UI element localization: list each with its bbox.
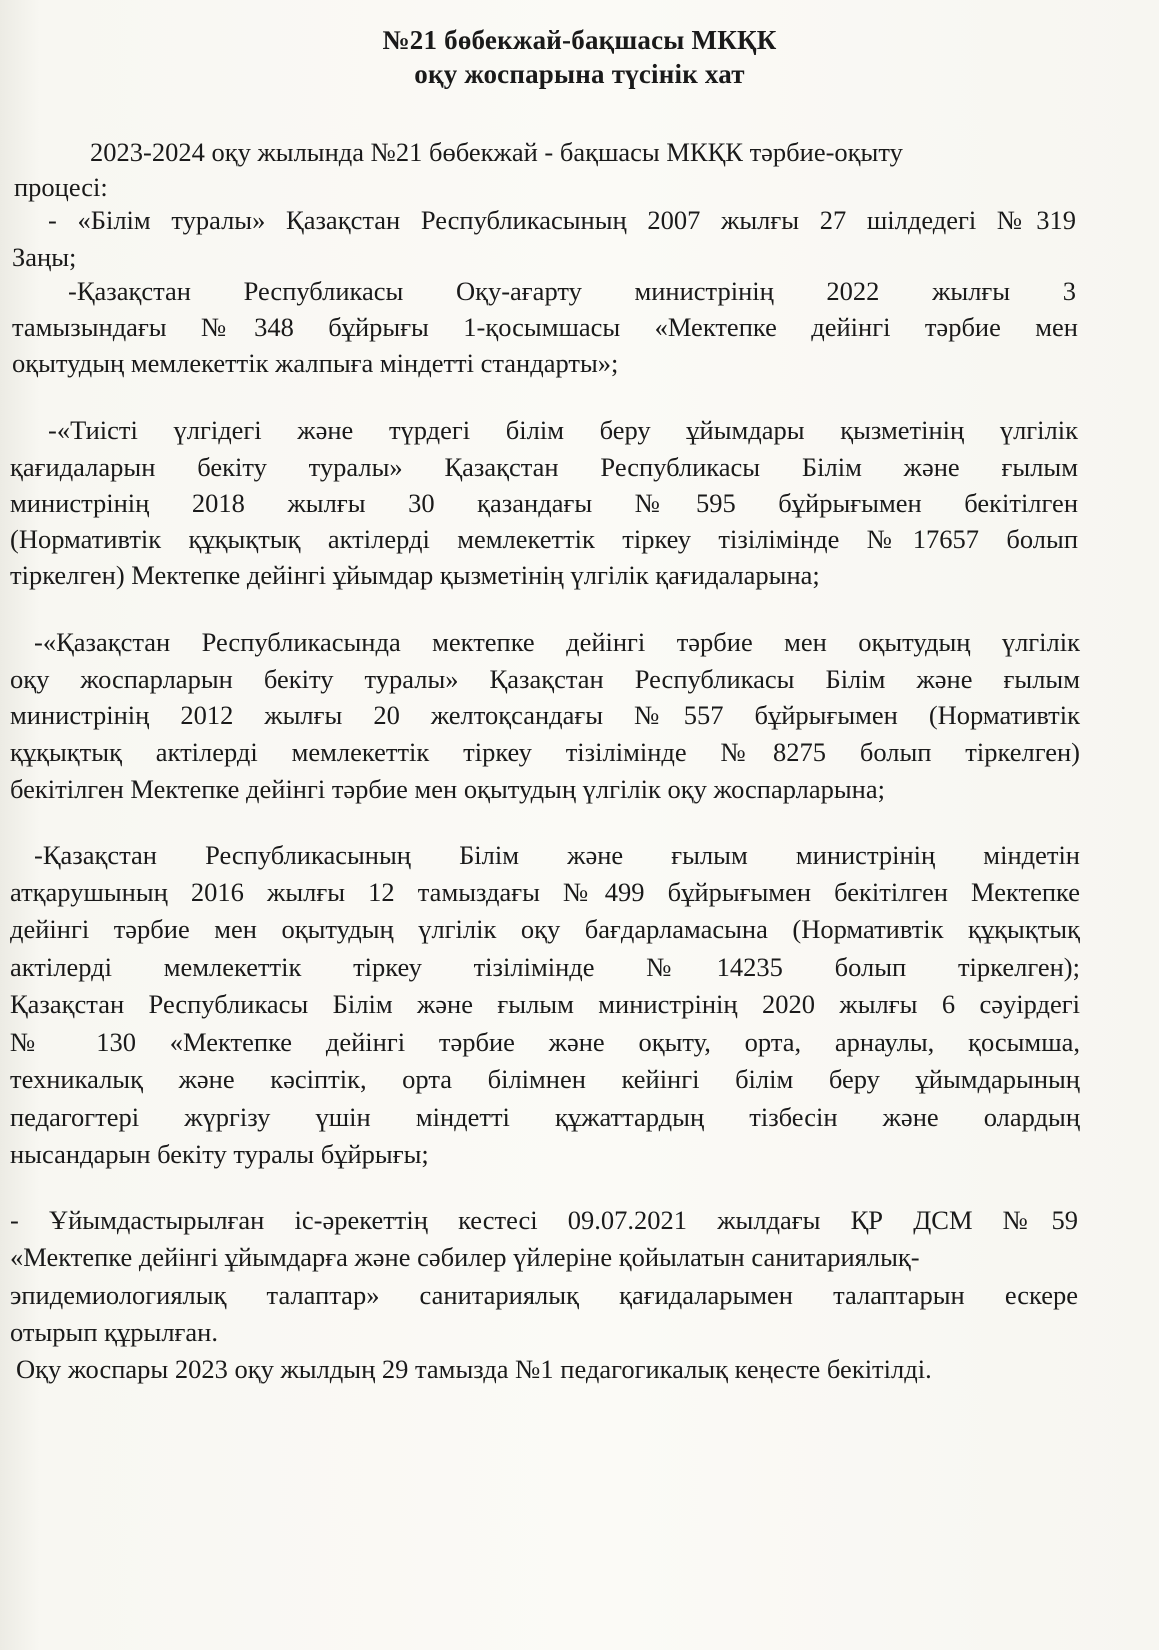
- text-line: № 130 «Мектепке дейінгі тәрбие және оқыту, орта, арнаулы, қосымша,: [10, 1027, 1080, 1057]
- text-line: Заңы;: [12, 242, 77, 272]
- text-line: бекітілген Мектепке дейінгі тәрбие мен оқытудың үлгілік оқу жоспарларына;: [10, 774, 885, 804]
- text-line: оқу жоспарларын бекіту туралы» Қазақстан Республикасы Білім және ғылым: [10, 664, 1080, 694]
- text-line: процесі:: [14, 172, 108, 202]
- text-line: министрінің 2012 жылғы 20 желтоқсандағы №557 бұйрығымен (Нормативтік: [10, 700, 1080, 730]
- text-line: техникалық және кәсіптік, орта білімнен кейінгі білім беру ұйымдарының: [10, 1064, 1080, 1094]
- text-line: 2023-2024 оқу жылында №21 бөбекжай - бақшасы МКҚК тәрбие-оқыту: [90, 137, 903, 167]
- text-line: -«Қазақстан Республикасында мектепке дейінгі тәрбие мен оқытудың үлгілік: [34, 627, 1080, 657]
- text-line: «Мектепке дейінгі ұйымдарға және сәбилер үйлеріне қойылатын санитариялық-: [10, 1242, 920, 1272]
- document-title-line2: оқу жоспарына түсінік хат: [414, 59, 745, 89]
- text-line: (Нормативтік құқықтық актілерді мемлекеттік тіркеу тізілімінде №17657 болып: [10, 524, 1078, 554]
- text-line: Қазақстан Республикасы Білім және ғылым министрінің 2020 жылғы 6 сәуірдегі: [10, 989, 1080, 1019]
- text-line: эпидемиологиялық талаптар» санитариялық қағидаларымен талаптарын ескере: [10, 1280, 1078, 1310]
- text-line: - Ұйымдастырылған іс-әрекеттің кестесі 09.07.2021 жылдағы ҚР ДСМ №59: [10, 1205, 1078, 1235]
- text-line: отырып құрылған.: [10, 1317, 218, 1347]
- text-line: - «Білім туралы» Қазақстан Республикасының 2007 жылғы 27 шілдедегі №319: [48, 205, 1076, 235]
- text-line: құқықтық актілерді мемлекеттік тіркеу тізілімінде №8275 болып тіркелген): [10, 737, 1080, 767]
- text-line: актілерді мемлекеттік тіркеу тізілімінде №14235 болып тіркелген);: [10, 952, 1080, 982]
- text-line: педагогтері жүргізу үшін міндетті құжаттардың тізбесін және олардың: [10, 1102, 1080, 1132]
- text-line: дейінгі тәрбие мен оқытудың үлгілік оқу бағдарламасына (Нормативтік құқықтық: [10, 914, 1080, 944]
- text-line: -Қазақстан Республикасы Оқу-ағарту министрінің 2022 жылғы 3: [68, 276, 1076, 306]
- text-line: нысандарын бекіту туралы бұйрығы;: [10, 1139, 429, 1169]
- text-line: -«Тиісті үлгідегі және түрдегі білім беру ұйымдары қызметінің үлгілік: [48, 415, 1078, 445]
- text-line: қағидаларын бекіту туралы» Қазақстан Республикасы Білім және ғылым: [10, 452, 1078, 482]
- text-line: тіркелген) Мектепке дейінгі ұйымдар қызметінің үлгілік қағидаларына;: [10, 560, 820, 590]
- text-line: тамызындағы №348 бұйрығы 1-қосымшасы «Мектепке дейінгі тәрбие мен: [12, 312, 1078, 342]
- text-line: оқытудың мемлекеттік жалпыға міндетті стандарты»;: [12, 348, 619, 378]
- text-line: министрінің 2018 жылғы 30 қазандағы №595 бұйрығымен бекітілген: [10, 488, 1078, 518]
- text-line: -Қазақстан Республикасының Білім және ғылым министрінің міндетін: [34, 840, 1080, 870]
- text-line: атқарушының 2016 жылғы 12 тамыздағы №499 бұйрығымен бекітілген Мектепке: [10, 877, 1080, 907]
- text-line: Оқу жоспары 2023 оқу жылдың 29 тамызда №1 педагогикалық кеңесте бекітілді.: [16, 1354, 932, 1384]
- document-title-line1: №21 бөбекжай-бақшасы МКҚК: [382, 25, 777, 55]
